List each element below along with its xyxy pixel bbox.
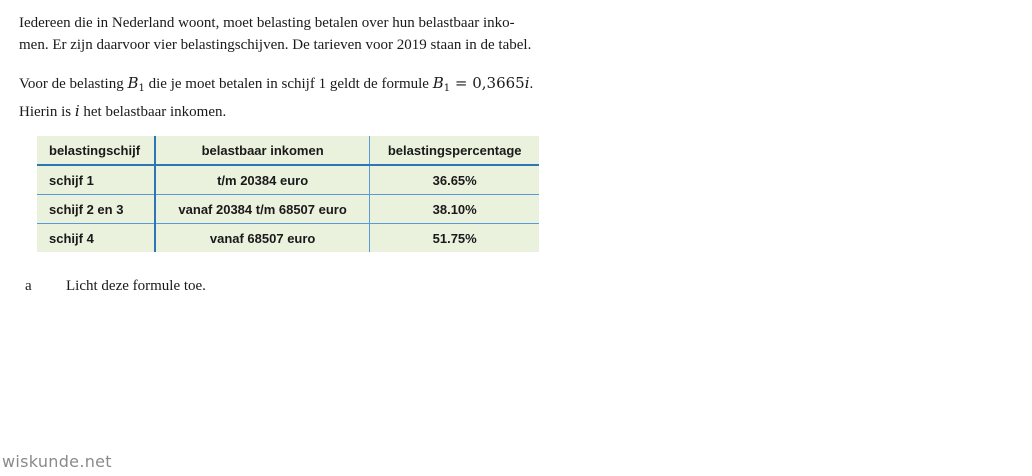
table-cell-income: vanaf 68507 euro (155, 224, 370, 253)
table-cell-bracket: schijf 1 (37, 165, 155, 195)
formula-text-before: Voor de belasting (19, 76, 128, 92)
table-header-income: belastbaar inkomen (155, 136, 370, 165)
intro-line-2: men. Er zijn daarvoor vier belastingschijven. De tarieven voor 2019 staan in de tabel. (19, 37, 532, 53)
intro-line-1: Iedereen die in Nederland woont, moet belasting betalen over hun belastbaar inko- (19, 15, 515, 31)
formula-variable-i: i (74, 102, 80, 120)
formula-paragraph (19, 72, 639, 123)
question-letter: a (25, 278, 32, 294)
site-watermark: wiskunde.net (2, 452, 112, 471)
table-cell-income: vanaf 20384 t/m 68507 euro (155, 195, 370, 224)
formula-text-middle: die je moet betalen in schijf 1 geldt de formule (144, 76, 433, 92)
formula-line-2: Hierin is i het belastbaar inkomen. (19, 102, 227, 120)
tax-bracket-table (37, 136, 539, 252)
table-header-bracket: belastingschijf (37, 136, 155, 165)
table-row (37, 165, 539, 195)
table-cell-percentage: 36.65% (370, 165, 539, 195)
table-cell-percentage: 38.10% (370, 195, 539, 224)
formula-line-1: Voor de belasting $B_1$ die je moet betalen in schijf 1 geldt de formule $B_1 = 0,3665i$. (19, 74, 534, 94)
question-text: Licht deze formule toe. (66, 278, 206, 294)
table-header-row (37, 136, 539, 165)
formula-expression: $B_1 = 0,3665i$ (432, 74, 530, 94)
formula-variable-b1: $B_1$ (127, 74, 145, 94)
intro-paragraph (19, 12, 639, 56)
table-cell-income: t/m 20384 euro (155, 165, 370, 195)
table-cell-percentage: 51.75% (432, 230, 477, 246)
table-header-percentage: belastingspercentage (370, 136, 539, 165)
table-row (37, 195, 539, 224)
table-cell-bracket: schijf 2 en 3 (37, 195, 155, 224)
table-row (37, 224, 539, 253)
table-cell-bracket: schijf 4 (37, 224, 155, 253)
